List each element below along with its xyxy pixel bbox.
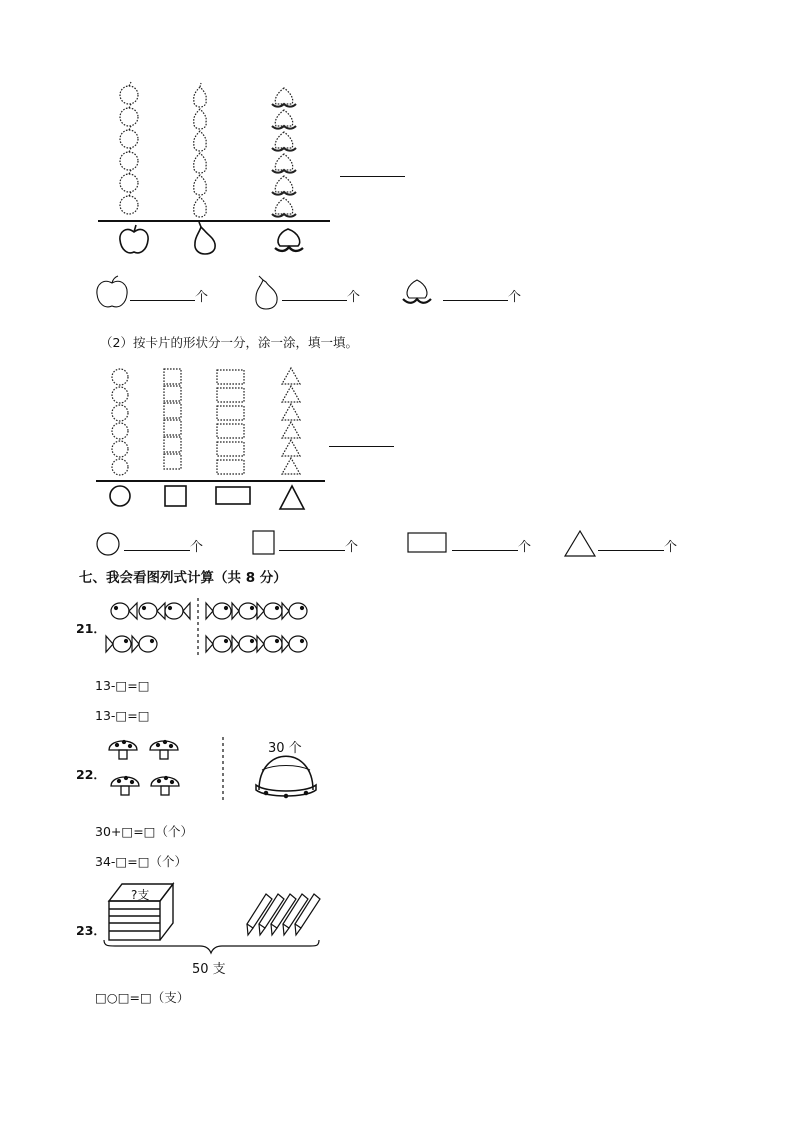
circle-unit: 个	[190, 540, 204, 555]
dotted-apple-icon	[120, 148, 138, 170]
fish-icon	[111, 603, 137, 619]
dotted-peach-icon	[272, 154, 296, 173]
basket-label: 30 个	[268, 741, 302, 756]
dotted-circle-shape	[112, 423, 128, 439]
apple-answer	[130, 286, 208, 305]
triangle-column	[282, 368, 300, 474]
apple-unit: 个	[195, 290, 209, 305]
rectangle-count-blank[interactable]	[452, 538, 518, 551]
dotted-peach-icon	[272, 88, 296, 107]
dotted-peach-icon	[272, 110, 296, 129]
mushroom-icon	[150, 741, 178, 760]
triangle-answer	[598, 536, 677, 555]
circle-column	[112, 369, 128, 475]
dotted-square-shape	[164, 369, 181, 384]
dotted-triangle-shape	[282, 368, 300, 384]
peach-column	[272, 88, 296, 217]
pear-count-blank[interactable]	[282, 288, 347, 301]
fish-icon	[165, 603, 190, 619]
triangle-count-blank[interactable]	[598, 538, 664, 551]
fish-icon	[257, 603, 282, 619]
fruit-answer-blank[interactable]	[340, 164, 405, 177]
pear-answer	[282, 286, 360, 305]
shape-answer-blank[interactable]	[329, 434, 394, 447]
apple-category-icon	[120, 225, 148, 253]
q21-equation-1[interactable]: 13-□=□	[95, 678, 150, 693]
square-count-blank[interactable]	[279, 538, 345, 551]
dotted-peach-icon	[272, 198, 296, 217]
pear-unit: 个	[347, 290, 361, 305]
mushroom-icon	[109, 741, 137, 760]
dotted-pear-icon	[194, 153, 207, 173]
peach-count-blank[interactable]	[443, 288, 508, 301]
rectangle-category-icon	[216, 487, 250, 504]
peach-answer	[443, 286, 521, 305]
rectangle-column	[217, 370, 244, 474]
q22-equation-1[interactable]: 30+□=□（个）	[95, 824, 193, 839]
dotted-triangle-shape	[282, 440, 300, 456]
peach-category-icon	[275, 229, 303, 251]
triangle-category-icon	[280, 486, 304, 509]
pear-answer-icon	[256, 276, 277, 309]
peach-unit: 个	[508, 290, 522, 305]
dotted-rectangle-shape	[217, 442, 244, 456]
dotted-circle-shape	[112, 405, 128, 421]
basket-icon	[256, 756, 316, 797]
dotted-rectangle-shape	[217, 388, 244, 402]
square-category-icon	[165, 486, 186, 506]
fish-icon	[139, 603, 165, 619]
dotted-pear-icon	[194, 131, 207, 151]
total-brace	[104, 940, 319, 953]
pear-category-icon	[195, 222, 215, 254]
box-unknown-label: ?支	[131, 888, 150, 902]
dotted-apple-icon	[120, 192, 138, 214]
dotted-triangle-shape	[282, 386, 300, 402]
dotted-peach-icon	[272, 176, 296, 195]
dotted-square-shape	[164, 403, 181, 418]
q23-number: 23．	[76, 923, 106, 938]
rectangle-answer	[452, 536, 531, 555]
circle-category-icon	[110, 486, 130, 506]
dotted-triangle-shape	[282, 422, 300, 438]
q21-left-fish-group	[106, 603, 190, 652]
fish-icon	[206, 636, 231, 652]
q22-number: 22．	[76, 767, 106, 782]
circle-count-blank[interactable]	[124, 538, 190, 551]
dotted-apple-icon	[120, 104, 138, 126]
fish-icon	[106, 636, 131, 652]
square-answer	[279, 536, 358, 555]
dotted-pear-icon	[194, 109, 207, 129]
square-unit: 个	[345, 540, 359, 555]
triangle-unit: 个	[664, 540, 678, 555]
dotted-pear-icon	[194, 175, 207, 195]
section7-title: 七、我会看图列式计算（共 8 分）	[79, 570, 287, 586]
circle-answer	[124, 536, 203, 555]
dotted-rectangle-shape	[217, 460, 244, 474]
q21-equation-2[interactable]: 13-□=□	[95, 708, 150, 723]
q21-number: 21．	[76, 621, 106, 636]
dotted-square-shape	[164, 386, 181, 401]
dotted-square-shape	[164, 420, 181, 435]
q21-right-fish-group	[206, 603, 307, 652]
dotted-circle-shape	[112, 387, 128, 403]
dotted-circle-shape	[112, 459, 128, 475]
dotted-circle-shape	[112, 369, 128, 385]
fish-icon	[132, 636, 157, 652]
fish-icon	[282, 636, 307, 652]
dotted-apple-icon	[120, 82, 138, 104]
total-label: 50 支	[192, 962, 226, 977]
square-column	[164, 369, 181, 469]
apple-column	[120, 82, 138, 214]
dotted-triangle-shape	[282, 404, 300, 420]
dotted-square-shape	[164, 454, 181, 469]
fish-icon	[206, 603, 231, 619]
dotted-apple-icon	[120, 126, 138, 148]
dotted-triangle-shape	[282, 458, 300, 474]
dotted-rectangle-shape	[217, 406, 244, 420]
dotted-circle-shape	[112, 441, 128, 457]
fish-icon	[257, 636, 282, 652]
dotted-rectangle-shape	[217, 424, 244, 438]
peach-answer-icon	[403, 280, 431, 303]
q22-mushroom-group	[109, 741, 179, 796]
rectangle-unit: 个	[518, 540, 532, 555]
q23-equation-1[interactable]: □○□=□（支）	[95, 990, 190, 1005]
pencils-icon	[247, 894, 320, 935]
dotted-peach-icon	[272, 132, 296, 151]
apple-count-blank[interactable]	[130, 288, 195, 301]
mushroom-icon	[151, 777, 179, 796]
dotted-square-shape	[164, 437, 181, 452]
q22-equation-2[interactable]: 34-□=□（个）	[95, 854, 188, 869]
dotted-apple-icon	[120, 170, 138, 192]
fish-icon	[232, 603, 257, 619]
dotted-rectangle-shape	[217, 370, 244, 384]
pear-column	[194, 83, 207, 217]
triangle-answer-icon	[565, 531, 595, 556]
circle-answer-icon	[97, 533, 119, 555]
dotted-pear-icon	[194, 83, 207, 107]
dotted-pear-icon	[194, 197, 207, 217]
rectangle-answer-icon	[408, 533, 446, 552]
mushroom-icon	[111, 777, 139, 796]
apple-answer-icon	[97, 276, 127, 307]
shape-instruction: （2）按卡片的形状分一分，涂一涂，填一填。	[100, 335, 358, 350]
fish-icon	[282, 603, 307, 619]
fish-icon	[232, 636, 257, 652]
square-answer-icon	[253, 531, 274, 554]
